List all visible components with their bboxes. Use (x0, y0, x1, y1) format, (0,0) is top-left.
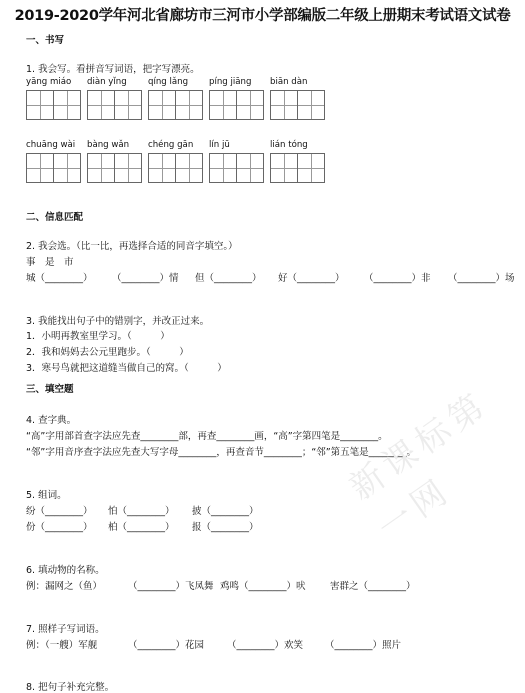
question-7-item-3[interactable]: （________）照片 (325, 640, 402, 651)
question-5-item-4[interactable]: 份（________） (26, 522, 93, 533)
pinyin-4: píng jiāng (209, 77, 252, 87)
writing-grid-8[interactable] (148, 153, 202, 183)
pinyin-6: chuāng wài (26, 140, 76, 150)
question-1-prompt: 1. 我会写。看拼音写词语，把字写漂亮。 (26, 64, 200, 75)
question-7-item-1[interactable]: （________）花园 (128, 640, 205, 651)
question-3-item-2[interactable]: 2．我和妈妈去公元里跑步。（ ） (26, 347, 189, 358)
pinyin-10: lián tóng (270, 140, 308, 150)
question-4-line-2[interactable]: “邻”字用音序查字法应先查大写字母________，再查音节________；“邻”第五笔是________。 (26, 447, 417, 458)
question-6-example: 例：漏网之（鱼） (26, 581, 103, 592)
writing-grid-9[interactable] (209, 153, 263, 183)
question-2-item-1[interactable]: 城（________） (26, 273, 93, 284)
question-5-item-6[interactable]: 报（________） (192, 522, 259, 533)
question-6-item-3[interactable]: 害群之（________） (330, 581, 416, 592)
pinyin-9: lín jū (209, 140, 230, 150)
pinyin-2: diàn yǐng (87, 77, 127, 87)
pinyin-1: yāng miáo (26, 77, 72, 87)
question-5-prompt: 5. 组词。 (26, 490, 67, 501)
question-2-item-4[interactable]: 好（________） (278, 273, 345, 284)
question-2-item-3[interactable]: 但（________） (195, 273, 262, 284)
question-5-item-1[interactable]: 纷（________） (26, 506, 93, 517)
writing-grid-5[interactable] (270, 90, 324, 120)
question-3-item-3[interactable]: 3．寒号鸟就把这道缝当做自己的窝。（ ） (26, 363, 227, 374)
question-8-prompt: 8. 把句子补充完整。 (26, 682, 115, 693)
question-4-line-1[interactable]: “高”字用部首查字法应先查________部，再查________画，“高”字第四笔是________。 (26, 431, 388, 442)
section-heading-fill: 三、填空题 (26, 384, 74, 395)
question-2-item-5[interactable]: （________）非 (364, 273, 431, 284)
question-5-item-5[interactable]: 柏（________） (108, 522, 175, 533)
question-4-prompt: 4. 查字典。 (26, 415, 77, 426)
question-5-item-3[interactable]: 披（________） (192, 506, 259, 517)
pinyin-3: qíng lǎng (148, 77, 189, 87)
writing-grid-3[interactable] (148, 90, 202, 120)
question-2-prompt: 2. 我会选。（比一比，再选择合适的同音字填空。） (26, 241, 238, 252)
question-2-item-2[interactable]: （________）情 (112, 273, 179, 284)
question-3-prompt: 3. 我能找出句子中的错别字，并改正过来。 (26, 316, 210, 327)
question-7-item-2[interactable]: （________）欢笑 (227, 640, 304, 651)
pinyin-8: chéng gān (148, 140, 194, 150)
section-heading-writing: 一、书写 (26, 35, 65, 46)
writing-grid-2[interactable] (87, 90, 141, 120)
writing-grid-7[interactable] (87, 153, 141, 183)
question-6-prompt: 6. 填动物的名称。 (26, 565, 105, 576)
question-7-prompt: 7. 照样子写词语。 (26, 624, 105, 635)
pinyin-5: biān dàn (270, 77, 308, 87)
pinyin-7: bàng wǎn (87, 140, 130, 150)
watermark: 新课标第一网 (342, 383, 497, 549)
page-title: 2019-2020学年河北省廊坊市三河市小学部编版二年级上册期末考试语文试卷 (14, 8, 511, 24)
writing-grid-4[interactable] (209, 90, 263, 120)
question-7-example: 例：（一艘）军舰 (26, 640, 98, 651)
writing-grid-6[interactable] (26, 153, 80, 183)
question-5-item-2[interactable]: 怕（________） (108, 506, 175, 517)
question-3-item-1[interactable]: 1．小明再教室里学习。（ ） (26, 331, 170, 342)
writing-grid-1[interactable] (26, 90, 80, 120)
question-2-item-6[interactable]: （________）场 (448, 273, 515, 284)
writing-grid-10[interactable] (270, 153, 324, 183)
question-6-item-1[interactable]: （________）飞凤舞 (128, 581, 214, 592)
question-6-item-2[interactable]: 鸡鸣（________）吠 (220, 581, 306, 592)
question-2-options: 事 是 市 (26, 257, 74, 268)
section-heading-matching: 二、信息匹配 (26, 212, 84, 223)
